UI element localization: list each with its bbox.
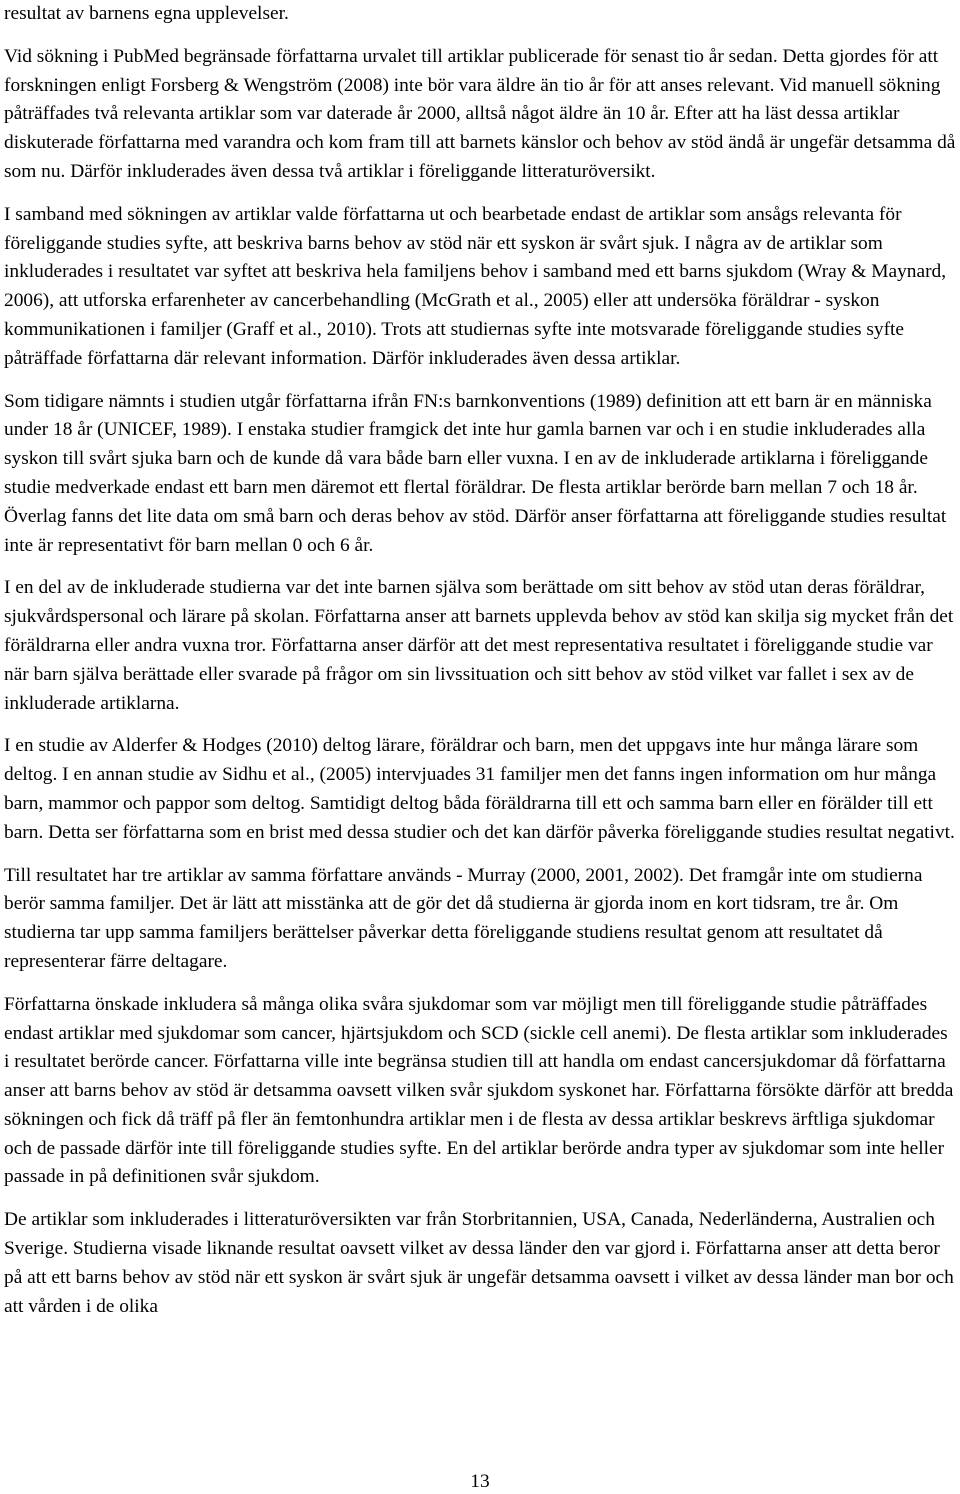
paragraph-child-definition: Som tidigare nämnts i studien utgår författarna ifrån FN:s barnkonventions (1989) definition att ett barn är en människa under 18 år (UNICEF, 1989). I enstaka studier framgick det inte hur gamla barnen var och i en studie inkluderades alla syskon till svårt sjuka barn och de kunde då vara både barn eller vuxna. I en av de inkluderade artiklarna i föreliggande studie medverkade endast ett barn men däremot ett flertal föräldrar. De flesta artiklar berörde barn mellan 7 och 18 år. Överlag fanns det lite data om små barn och deras behov av stöd. Därför anser författarna att föreliggande studies resultat inte är representativt för barn mellan 0 och 6 år. xyxy=(4,390,947,556)
paragraph-article-selection: I samband med sökningen av artiklar valde författarna ut och bearbetade endast de artiklar som ansågs relevanta för föreliggande studies syfte, att beskriva barns behov av stöd när ett syskon är svårt sjuk. I några av de artiklar som inkluderades i resultatet var syftet att beskriva hela familjens behov i samband med ett barns sjukdom (Wray & Maynard, 2006), att utforska erfarenheter av cancerbehandling (McGrath et al., 2005) eller att undersöka föräldrar - syskon kommunikationen i familjer (Graff et al., 2010). Trots att studiernas syfte inte motsvarade föreliggande studies syfte påträffade författarna där relevant information. Därför inkluderades även dessa artiklar. xyxy=(4,203,947,369)
paragraph-countries: De artiklar som inkluderades i litteraturöversikten var från Storbritannien, USA, Canada, Nederländerna, Australien och Sverige. Studierna visade liknande resultat oavsett vilket av dessa länder den var gjord i. Författarna anser att detta beror på att ett barns behov av stöd när ett syskon är svårt sjuk är ungefär detsamma oavsett i vilket av dessa länder man bor och att vården i de olika xyxy=(4,1209,954,1317)
paragraph-participants: I en studie av Alderfer & Hodges (2010) deltog lärare, föräldrar och barn, men det uppgavs inte hur många lärare som deltog. I en annan studie av Sidhu et al., (2005) intervjuades 31 familjer men det fanns ingen information om hur många barn, mammor och pappor som deltog. Samtidigt deltog båda föräldrarna till ett och samma barn eller en förälder till ett barn. Detta ser författarna som en brist med dessa studier och det kan därför påverka föreliggande studies resultat negativt. xyxy=(4,735,955,843)
paragraph-continuation: resultat av barnens egna upplevelser. xyxy=(4,3,289,24)
paragraph-diseases: Författarna önskade inkludera så många olika svåra sjukdomar som var möjligt men till föreliggande studie påträffades endast artiklar med sjukdomar som cancer, hjärtsjukdom och SCD (sickle cell anemi). De flesta artiklar som inkluderades i resultatet berörde cancer. Författarna ville inte begränsa studien till att handla om endast cancersjukdomar då författarna anser att barns behov av stöd är detsamma oavsett vilken svår sjukdom syskonet har. Författarna försökte därför att bredda sökningen och fick då träff på fler än femtonhundra artiklar men i de flesta av dessa artiklar beskrevs ärftliga sjukdomar och de passade därför inte till föreliggande studies syfte. En del artiklar berörde andra typer av sjukdomar som inte heller passade in på definitionen svår sjukdom. xyxy=(4,993,954,1188)
paragraph-informants: I en del av de inkluderade studierna var det inte barnen själva som berättade om sitt behov av stöd utan deras föräldrar, sjukvårdspersonal och lärare på skolan. Författarna anser att barnets upplevda behov av stöd kan skilja sig mycket från det föräldrarna eller andra vuxna tror. Författarna anser därför att det mest representativa resultatet i föreliggande studie var när barn själva berättade eller svarade på frågor om sin livssituation och sitt behov av stöd vilket var fallet i sex av de inkluderade artiklarna. xyxy=(4,577,954,714)
paragraph-search-limits: Vid sökning i PubMed begränsade författarna urvalet till artiklar publicerade för senast tio år sedan. Detta gjordes för att forskningen enligt Forsberg & Wengström (2008) inte bör vara äldre än tio år för att anses relevant. Vid manuell sökning påträffades två relevanta artiklar som var daterade år 2000, alltså något äldre än 10 år. Efter att ha läst dessa artiklar diskuterade författarna med varandra och kom fram till att barnets känslor och behov av stöd ändå är ungefär detsamma då som nu. Därför inkluderades även dessa två artiklar i föreliggande litteraturöversikt. xyxy=(4,45,956,182)
page-number: 13 xyxy=(470,1471,490,1492)
paragraph-same-author: Till resultatet har tre artiklar av samma författare används - Murray (2000, 2001, 2002). Det framgår inte om studierna berör samma familjer. Det är lätt att misstänka att de gör det då studierna är gjorda inom en kort tidsram, tre år. Om studierna tar upp samma familjers berättelser påverkar detta föreliggande studiens resultat genom att resultatet då representerar färre deltagare. xyxy=(4,864,923,972)
document-page xyxy=(4,0,956,1335)
